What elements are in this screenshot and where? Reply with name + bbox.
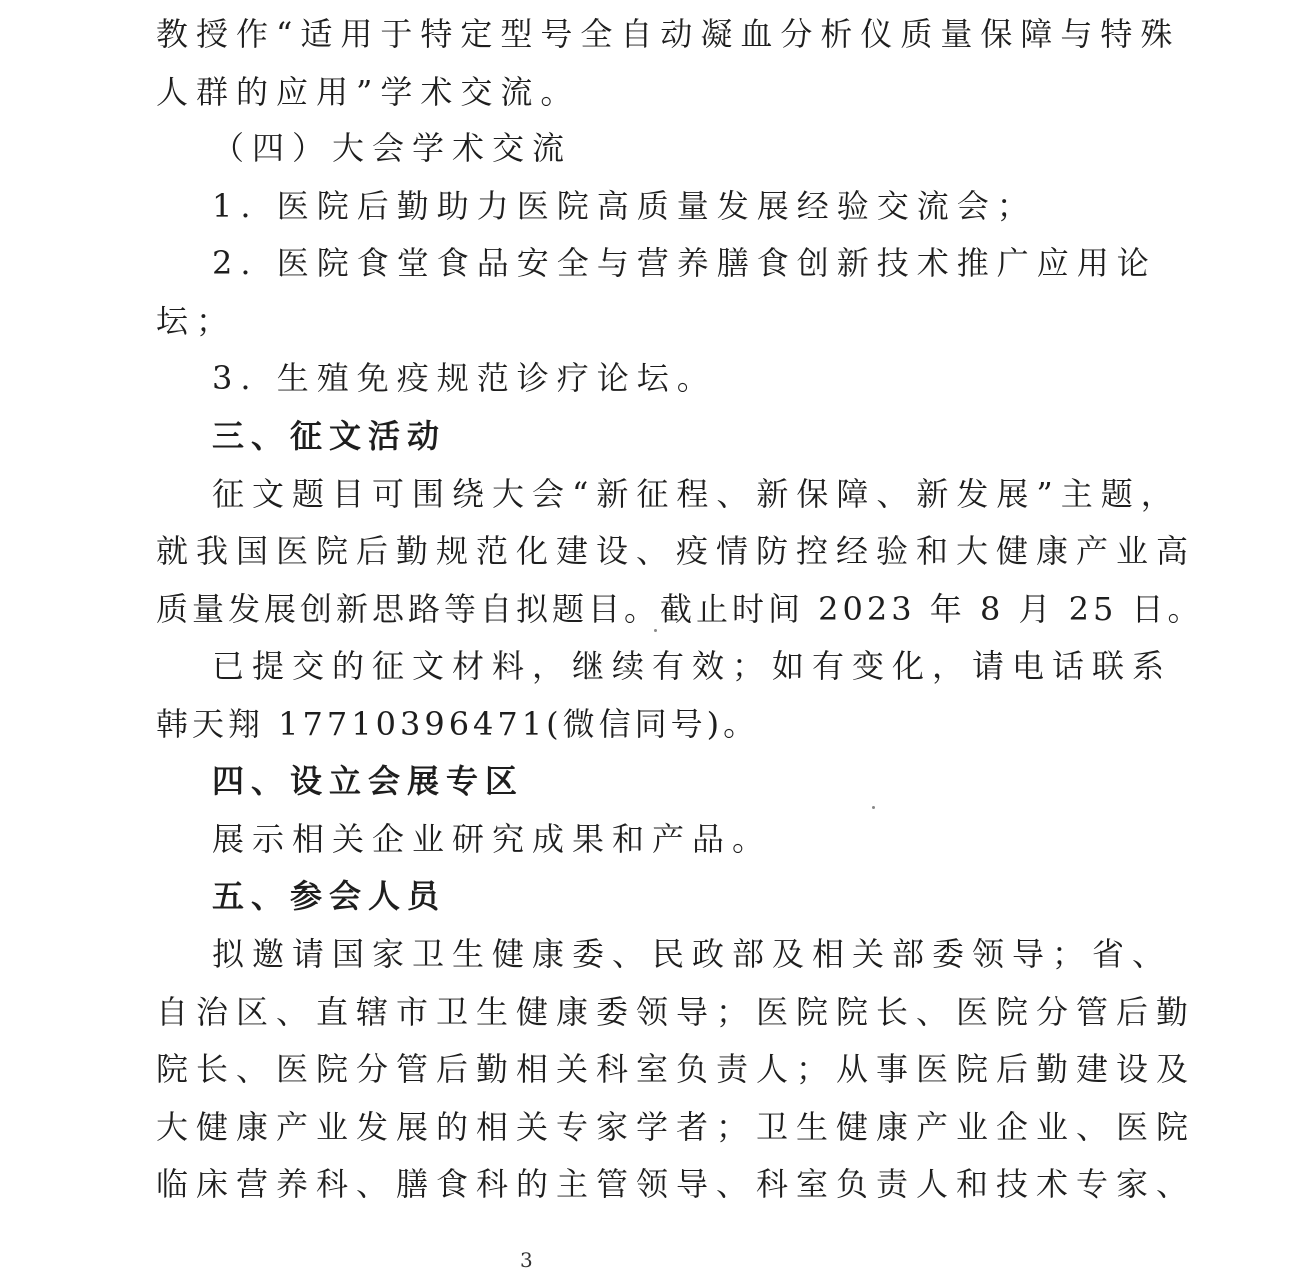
- section-heading: 五、参会人员: [212, 877, 447, 915]
- scan-speck: [872, 806, 875, 809]
- list-item: 1. 医院后勤助力医院高质量发展经验交流会；: [212, 187, 1037, 225]
- section-heading: 三、征文活动: [212, 417, 447, 455]
- body-text-line: 质量发展创新思路等自拟题目。截止时间 2023 年 8 月 25 日。: [156, 590, 1204, 628]
- page-number: 3: [520, 1248, 533, 1272]
- body-text-line: 征文题目可围绕大会“新征程、新保障、新发展”主题，: [212, 475, 1181, 513]
- list-item: 2. 医院食堂食品安全与营养膳食创新技术推广应用论: [212, 244, 1157, 282]
- body-text-line: 临床营养科、膳食科的主管领导、科室负责人和技术专家、: [156, 1165, 1197, 1203]
- body-text-line: 就我国医院后勤规范化建设、疫情防控经验和大健康产业高: [156, 532, 1197, 570]
- body-text-line: 人群的应用”学术交流。: [156, 73, 581, 111]
- body-text-line: 大健康产业发展的相关专家学者；卫生健康产业企业、医院: [156, 1108, 1197, 1146]
- body-text-line: 院长、医院分管后勤相关科室负责人；从事医院后勤建设及: [156, 1050, 1197, 1088]
- scan-speck: [654, 629, 657, 632]
- list-item-continuation: 坛；: [156, 302, 237, 340]
- subsection-heading: （四）大会学术交流: [212, 129, 573, 167]
- body-text-line: 韩天翔 17710396471(微信同号)。: [156, 705, 760, 743]
- body-text-line: 自治区、直辖市卫生健康委领导；医院院长、医院分管后勤: [156, 993, 1197, 1031]
- body-text-line: 拟邀请国家卫生健康委、民政部及相关部委领导；省、: [212, 935, 1173, 973]
- body-text-line: 教授作“适用于特定型号全自动凝血分析仪质量保障与特殊: [156, 15, 1181, 53]
- list-item: 3. 生殖免疫规范诊疗论坛。: [212, 359, 717, 397]
- section-heading: 四、设立会展专区: [212, 762, 525, 800]
- body-text-line: 已提交的征文材料，继续有效；如有变化，请电话联系: [212, 647, 1173, 685]
- body-text-line: 展示相关企业研究成果和产品。: [212, 820, 773, 858]
